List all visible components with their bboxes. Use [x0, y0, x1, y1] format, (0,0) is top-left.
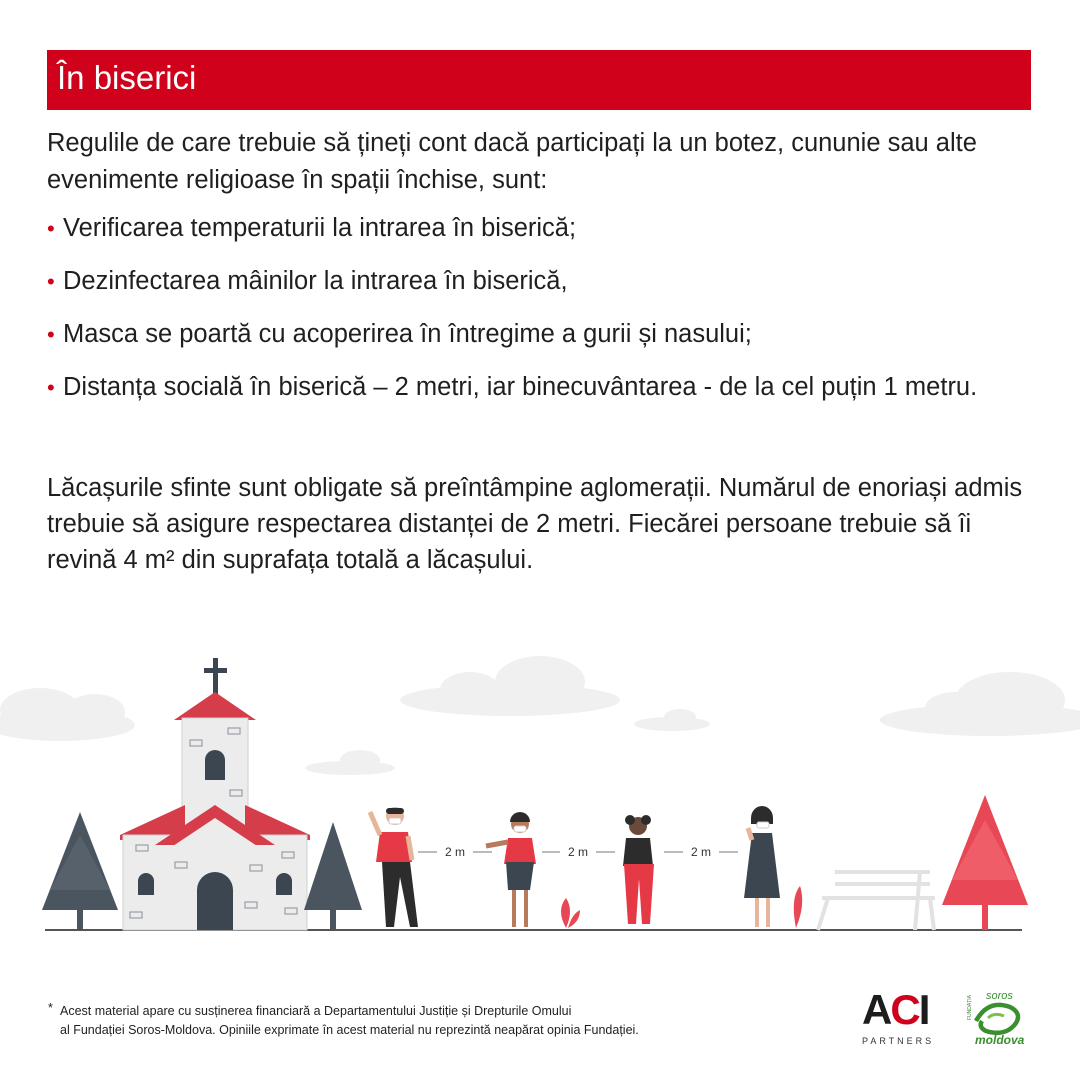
section-title: În biserici [57, 59, 197, 96]
red-tree-icon [942, 795, 1028, 930]
footnote-asterisk: * [48, 1001, 53, 1015]
list-item [47, 369, 1047, 406]
bench-icon [818, 872, 935, 930]
distance-label: 2 m [444, 845, 466, 859]
person-figure [744, 806, 780, 927]
soros-top-text: soros [986, 990, 1013, 1002]
bullet-marker: • [47, 322, 55, 347]
person-figure [623, 815, 654, 924]
bullet-marker: • [47, 269, 55, 294]
capacity-paragraph: Lăcașurile sfinte sunt obligate să preîntâmpine aglomerații. Numărul de enoriași admis trebuie să asigure respectarea distanței de 2 metri. Fiecărei persoane trebuie să îi revină 4 m² din suprafața totală a lăcașului. [47, 474, 1023, 574]
list-item [47, 316, 1047, 353]
bullet-marker: • [47, 375, 55, 400]
list-item-text: Distanța socială în biserică – 2 metri, iar binecuvântarea - de la cel puțin 1 metru. [63, 373, 978, 401]
list-item [47, 210, 1047, 247]
gray-tree-icon [42, 812, 118, 930]
distance-marker [542, 842, 615, 862]
clouds-background [0, 656, 1080, 775]
funding-disclaimer [60, 1002, 780, 1040]
rules-list [47, 210, 1047, 422]
distance-marker [664, 842, 738, 862]
distance-label: 2 m [567, 845, 589, 859]
aci-partners-subtitle: PARTNERS [862, 1036, 935, 1046]
soros-bottom-text: moldova [975, 1033, 1025, 1047]
soros-moldova-logo [962, 988, 1037, 1048]
gray-tree-icon [304, 822, 362, 930]
person-figure [370, 807, 418, 927]
list-item-text: Verificarea temperaturii la intrarea în biserică; [63, 214, 577, 242]
intro-paragraph: Regulile de care trebuie să țineți cont dacă participați la un botez, cununie sau alte evenimente religioase în spații închise, sunt: [47, 129, 977, 194]
disclaimer-line: al Fundației Soros-Moldova. Opiniile exprimate în acest material nu reprezintă neapărat opinia Fundației. [60, 1023, 639, 1037]
list-item-text: Dezinfectarea mâinilor la intrarea în biserică, [63, 267, 568, 295]
section-title-bar [47, 50, 1031, 110]
disclaimer-line: Acest material apare cu susținerea financiară a Departamentului Justiție și Drepturile Omului [60, 1004, 572, 1018]
aci-partners-logo: ACI PARTNERS [862, 990, 944, 1050]
distance-marker [418, 842, 492, 862]
bullet-marker: • [47, 216, 55, 241]
person-figure [486, 812, 536, 927]
church-icon [120, 658, 310, 930]
list-item [47, 263, 1047, 300]
list-item-text: Masca se poartă cu acoperirea în întregime a gurii și nasului; [63, 320, 752, 348]
social-distancing-illustration [0, 640, 1080, 940]
soros-side-text: FUNDAȚIA [967, 995, 973, 1020]
distance-label: 2 m [690, 845, 712, 859]
